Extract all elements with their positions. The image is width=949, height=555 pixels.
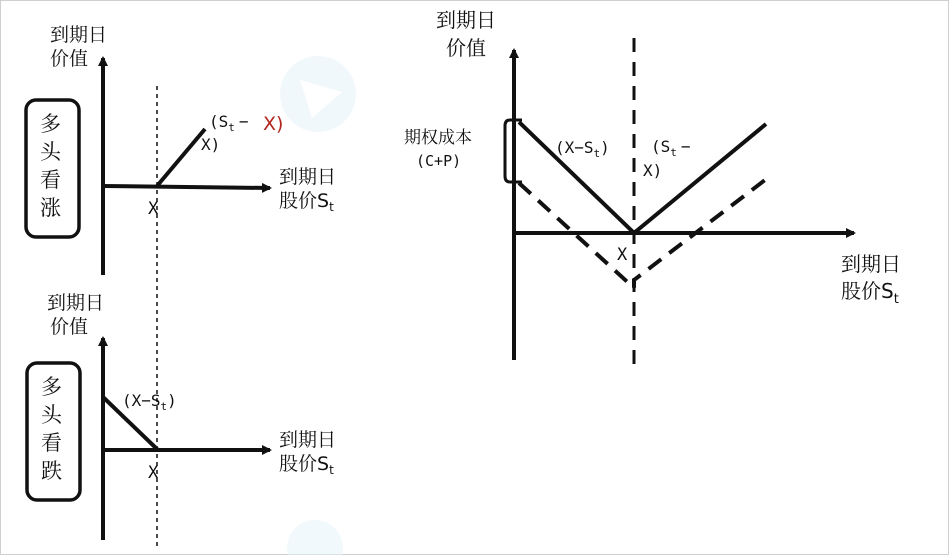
long-call-box-char-3: 看 bbox=[40, 168, 61, 192]
long-put-strike-label: X bbox=[148, 463, 159, 483]
straddle-x-label-2: 股价$S_t$ bbox=[841, 279, 899, 307]
straddle-chart bbox=[404, 8, 901, 365]
watermark-logo-icon bbox=[280, 56, 356, 132]
long-call-y-label-2: 价值 bbox=[50, 48, 89, 70]
long-put-box-char-3: 看 bbox=[41, 431, 62, 455]
straddle-y-label-1: 到期日 bbox=[436, 8, 496, 32]
watermark-logo-icon bbox=[287, 520, 343, 555]
straddle-cost-label-2: (C+P) bbox=[416, 152, 462, 170]
long-call-box-char-1: 多 bbox=[40, 112, 61, 136]
long-put-x-label-1: 到期日 bbox=[279, 429, 337, 451]
long-put-box-char-1: 多 bbox=[41, 375, 62, 399]
long-call-box-char-2: 头 bbox=[40, 140, 61, 164]
straddle-cost-label-1: 期权成本 bbox=[404, 128, 472, 148]
long-call-x-label-1: 到期日 bbox=[279, 166, 337, 188]
straddle-right-payoff-label: ($S_t$ − bbox=[651, 137, 691, 159]
long-put-payoff-label: $(X-S_t)$ bbox=[122, 391, 177, 413]
straddle-right-payoff-wrap: X) bbox=[643, 161, 663, 180]
straddle-y-label-2: 价值 bbox=[446, 36, 486, 60]
long-call-strike-label: X bbox=[148, 199, 159, 219]
straddle-x-label-1: 到期日 bbox=[841, 252, 901, 276]
straddle-strike-label: X bbox=[617, 245, 628, 265]
straddle-left-payoff-label: $(X-S_t)$ bbox=[555, 138, 610, 160]
long-call-x-axis bbox=[103, 186, 270, 188]
long-put-chart bbox=[27, 292, 336, 540]
long-call-payoff-wrap: X) bbox=[201, 135, 221, 154]
long-put-box-char-4: 跌 bbox=[41, 459, 62, 483]
long-put-x-label-2: 股价$S_t$ bbox=[279, 453, 334, 477]
long-call-x-label-2: 股价$S_t$ bbox=[279, 190, 334, 214]
long-call-payoff-line bbox=[157, 129, 205, 186]
long-put-y-label-1: 到期日 bbox=[47, 292, 105, 314]
long-put-box-char-2: 头 bbox=[41, 403, 62, 427]
long-call-box-char-4: 涨 bbox=[40, 196, 61, 220]
long-put-y-label-2: 价值 bbox=[50, 316, 89, 338]
long-call-y-label-1: 到期日 bbox=[50, 24, 108, 46]
long-call-payoff-label: ($S_t$ − bbox=[209, 112, 249, 134]
long-call-payoff-x: X) bbox=[263, 113, 284, 135]
